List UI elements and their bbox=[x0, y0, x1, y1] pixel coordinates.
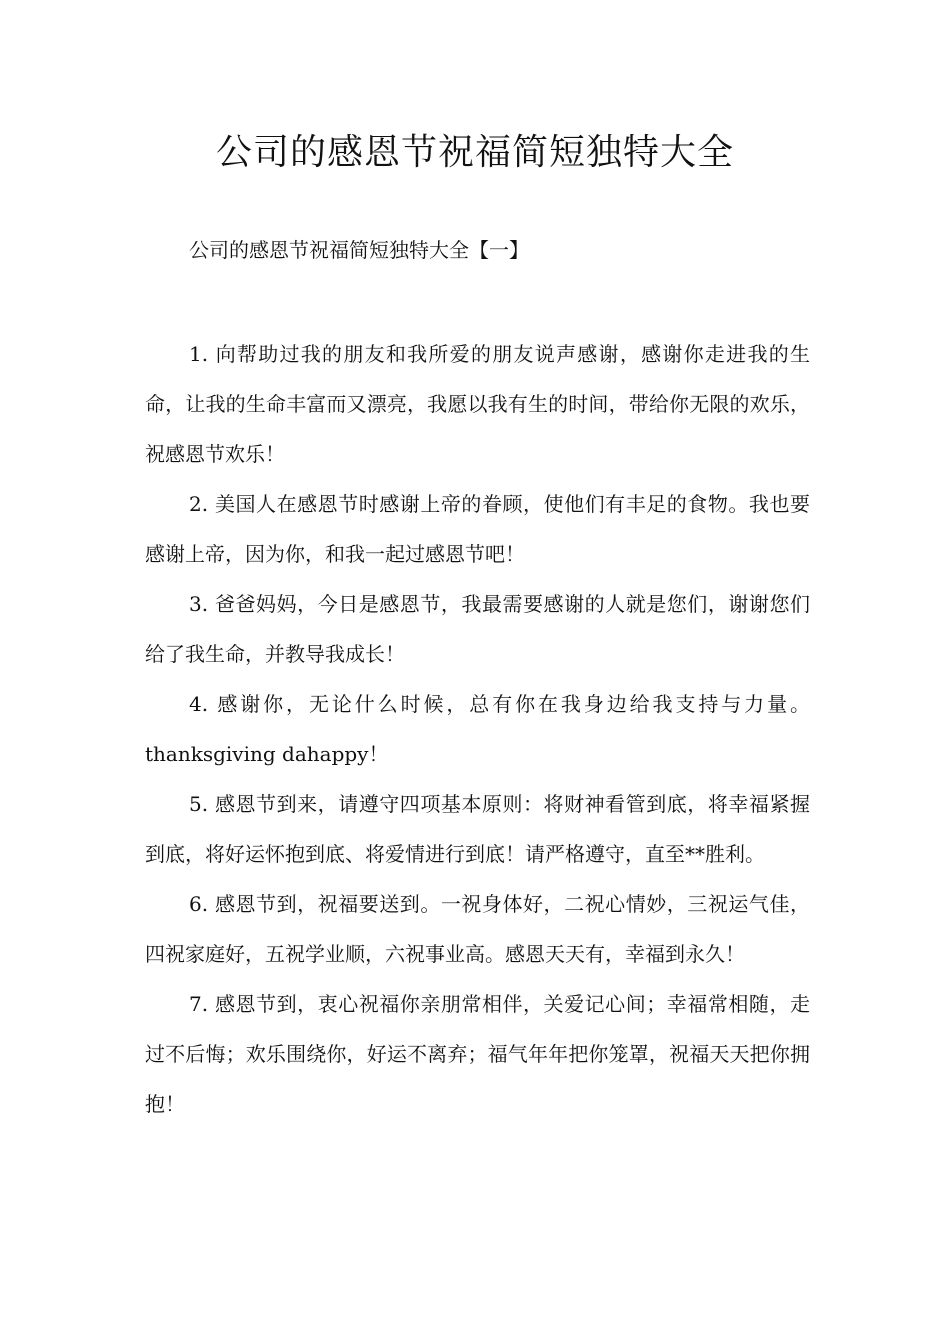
blessing-paragraph-1: 1. 向帮助过我的朋友和我所爱的朋友说声感谢，感谢你走进我的生命，让我的生命丰富而又漂亮，我愿以我有生的时间，带给你无限的欢乐，祝感恩节欢乐！ bbox=[145, 342, 810, 466]
blessing-paragraph-4: 4. 感谢你，无论什么时候，总有你在我身边给我支持与力量。thanksgiving dahappy！ bbox=[145, 692, 810, 766]
blessing-paragraph-7: 7. 感恩节到，衷心祝福你亲朋常相伴，关爱记心间；幸福常相随，走过不后悔；欢乐围绕你，好运不离弃；福气年年把你笼罩，祝福天天把你拥抱！ bbox=[145, 992, 810, 1116]
blessing-paragraph-6: 6. 感恩节到，祝福要送到。一祝身体好，二祝心情妙，三祝运气佳，四祝家庭好，五祝学业顺，六祝事业高。感恩天天有，幸福到永久！ bbox=[145, 892, 810, 966]
document-title: 公司的感恩节祝福简短独特大全 bbox=[215, 132, 734, 173]
blessing-paragraph-2: 2. 美国人在感恩节时感谢上帝的眷顾，使他们有丰足的食物。我也要感谢上帝，因为你，和我一起过感恩节吧！ bbox=[145, 492, 810, 566]
section-heading: 公司的感恩节祝福简短独特大全【一】 bbox=[189, 238, 529, 262]
blessings-list bbox=[145, 329, 810, 1129]
blessing-paragraph-3: 3. 爸爸妈妈，今日是感恩节，我最需要感谢的人就是您们，谢谢您们给了我生命，并教导我成长！ bbox=[145, 592, 810, 666]
blessing-paragraph-5: 5. 感恩节到来，请遵守四项基本原则：将财神看管到底，将幸福紧握到底，将好运怀抱到底、将爱情进行到底！请严格遵守，直至**胜利。 bbox=[145, 792, 810, 866]
